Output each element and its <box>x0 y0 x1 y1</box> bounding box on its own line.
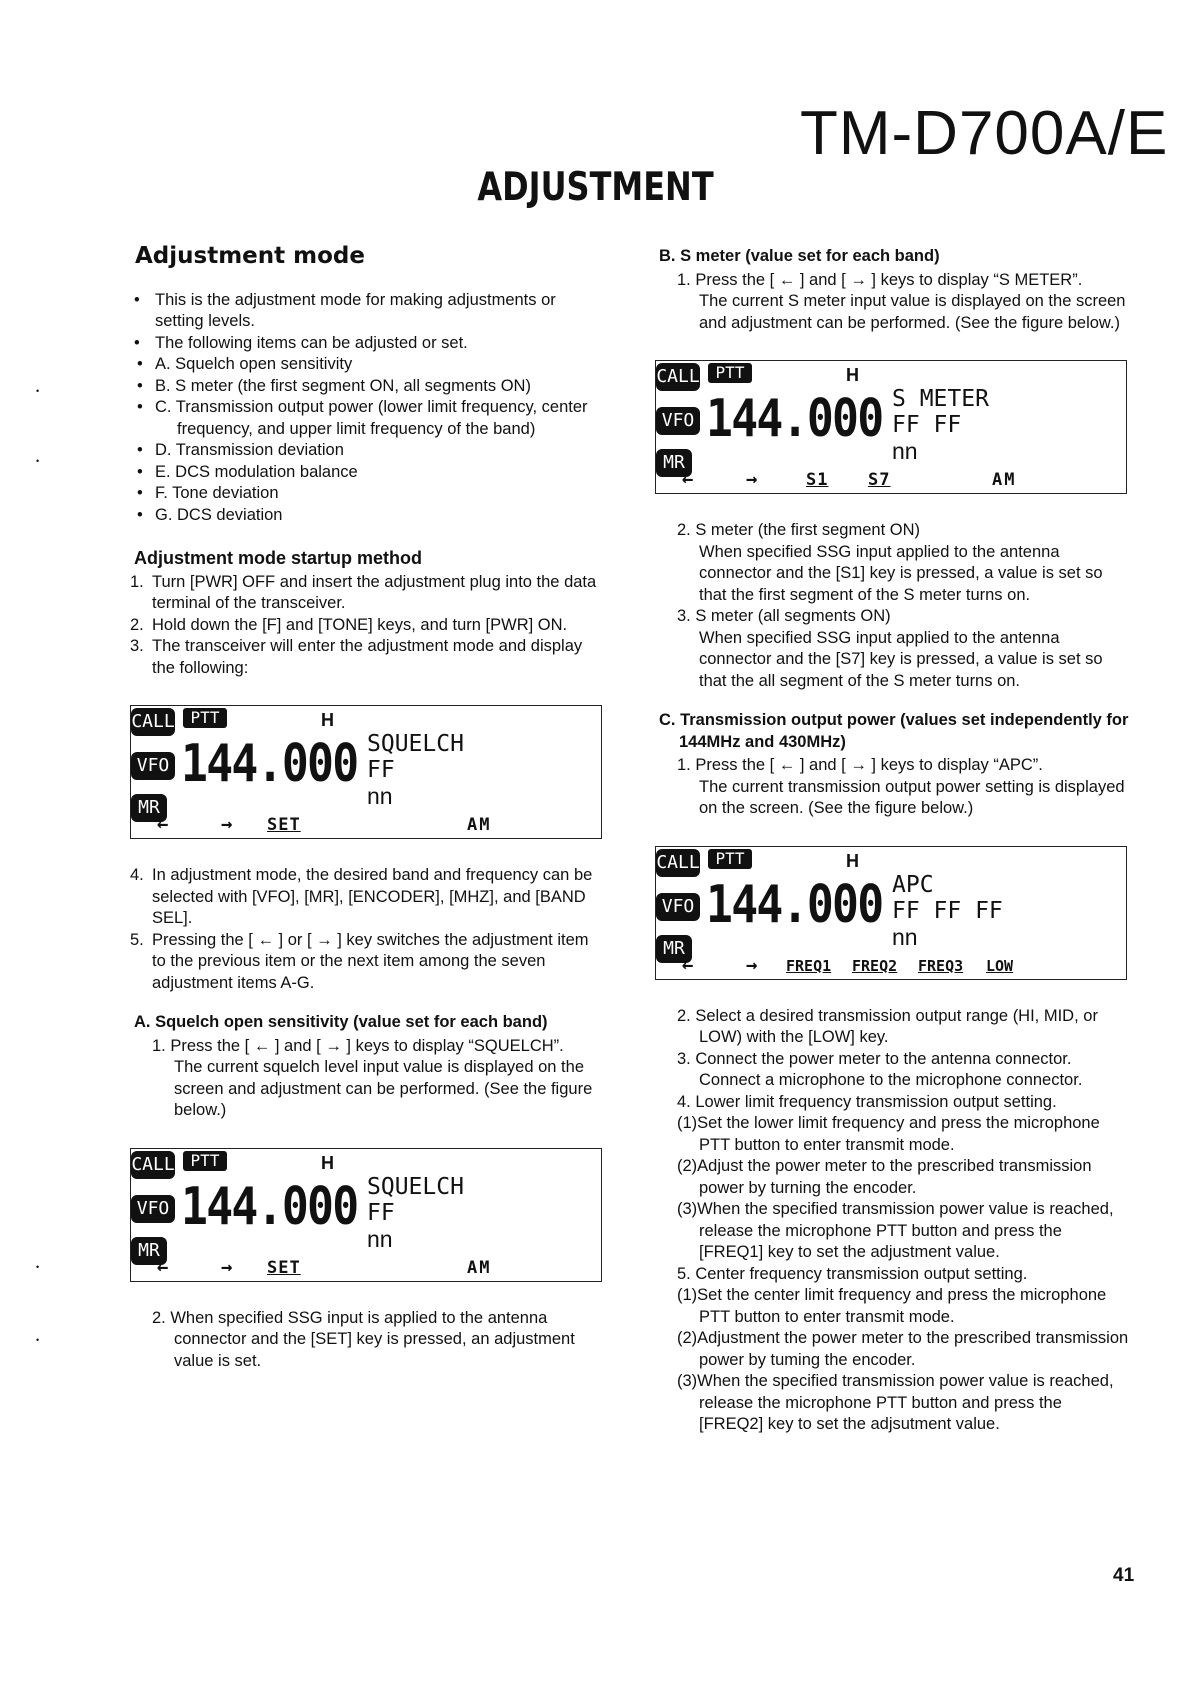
step-item <box>130 636 605 679</box>
softkey-freq3: FREQ3 <box>918 956 964 975</box>
step-item <box>130 865 605 930</box>
apc-step-4: 4. Lower limit frequency transmission output setting. <box>677 1092 1057 1111</box>
mr-indicator: MR <box>656 935 692 963</box>
lcd-item-nn: nn <box>892 923 918 950</box>
smeter-step-3: 3. S meter (all segments ON) <box>677 607 891 625</box>
softkey-s7: S7 <box>868 470 891 490</box>
smeter-step-2-body: When specified SSG input applied to the antenna connector and the [S1] key is pressed, a value is set so that the first segment of the S meter turns on. <box>699 542 1103 604</box>
lcd-item-title: S METER <box>892 386 989 412</box>
vfo-indicator: VFO <box>131 1195 175 1223</box>
softkey-freq2: FREQ2 <box>852 956 898 975</box>
step-item <box>130 572 605 615</box>
vfo-indicator: VFO <box>131 752 175 780</box>
apc-section-title: C. Transmission output power (values set independently for 144MHz and 430MHz) <box>659 711 1129 751</box>
adjust-items-list <box>155 354 605 526</box>
ptt-indicator: PTT <box>708 849 752 869</box>
call-indicator: CALL <box>656 849 700 877</box>
step-text: Turn [PWR] OFF and insert the adjustment plug into the data terminal of the transceiver. <box>152 572 597 612</box>
power-h-indicator: H <box>846 365 859 385</box>
apc-step-3: 3. Connect the power meter to the antenna connector. Connect a microphone to the microphone connector. <box>677 1049 1083 1089</box>
step-text: Hold down the [F] and [TONE] keys, and turn [PWR] ON. <box>152 615 568 634</box>
apc-step-5-sub: (2)Adjustment the power meter to the prescribed transmission power by tuming the encoder. <box>677 1329 1129 1369</box>
lcd-squelch-display <box>130 705 602 839</box>
squelch-step-1: 1. Press the [ ← ] and [ → ] keys to display “SQUELCH”. <box>152 1036 564 1055</box>
apc-step-2: 2. Select a desired transmission output range (HI, MID, or LOW) with the [LOW] key. <box>677 1006 1098 1046</box>
apc-step-4-sub: (3)When the specified transmission power value is reached, release the microphone PTT button and press the [FREQ1] key to set the adjustment value. <box>677 1200 1114 1261</box>
lcd-item-value: FF <box>367 757 395 783</box>
apc-step-1-body: The current transmission output power setting is displayed on the screen. (See the figure below.) <box>699 777 1125 817</box>
right-arrow-icon: → <box>221 1255 233 1278</box>
apc-step-1: 1. Press the [ ← ] and [ → ] keys to display “APC”. <box>677 756 1043 774</box>
step-text: The transceiver will enter the adjustment mode and display the following: <box>152 637 583 677</box>
right-arrow-icon: → <box>221 813 233 835</box>
am-indicator: AM <box>467 815 492 835</box>
squelch-section-title: A. Squelch open sensitivity (value set for each band) <box>134 1013 548 1031</box>
apc-step-5: 5. Center frequency transmission output setting. <box>677 1264 1028 1283</box>
vfo-indicator: VFO <box>656 407 700 435</box>
softkey-freq1: FREQ1 <box>786 956 832 975</box>
lcd-item-nn: nn <box>367 1225 393 1252</box>
left-arrow-icon: ← <box>682 468 694 490</box>
step-text: In adjustment mode, the desired band and frequency can be selected with [VFO], [MR], [ENCODER], [MHZ], and [BAND SEL]. <box>152 866 593 927</box>
call-indicator: CALL <box>131 1151 175 1179</box>
right-arrow-icon: → <box>746 468 758 490</box>
lcd-squelch-display-2 <box>130 1148 602 1282</box>
frequency-readout: 144.000 <box>181 734 358 794</box>
am-indicator: AM <box>992 470 1017 490</box>
squelch-step-1-body: The current squelch level input value is displayed on the screen and adjustment can be performed. (See the figure below.) <box>174 1058 593 1119</box>
lcd-item-nn: nn <box>892 438 918 464</box>
startup-steps <box>130 572 605 680</box>
lcd-item-value: FF <box>367 1199 395 1226</box>
section-title: Adjustment mode <box>135 243 365 269</box>
lcd-smeter-display <box>655 360 1127 494</box>
model-name: TM-D700A/E <box>800 99 1169 168</box>
step-number: 2. <box>130 615 144 634</box>
step-number: 1. <box>130 572 144 591</box>
lcd-item-nn: nn <box>367 783 393 809</box>
lcd-apc-display <box>655 846 1127 980</box>
power-h-indicator: H <box>321 1152 334 1173</box>
bullet-item: • This is the adjustment mode for making adjustments or setting levels. <box>130 290 605 333</box>
margin-mark: • <box>36 456 40 466</box>
list-item: • G. DCS deviation <box>155 505 605 527</box>
mr-indicator: MR <box>656 449 692 477</box>
squelch-step-2: 2. When specified SSG input is applied to the antenna connector and the [SET] key is pressed, an adjustment value is set. <box>152 1308 575 1370</box>
margin-mark: • <box>36 1262 40 1272</box>
am-indicator: AM <box>467 1257 492 1278</box>
list-item: • B. S meter (the first segment ON, all segments ON) <box>155 376 605 398</box>
apc-step-5-sub: (3)When the specified transmission power value is reached, release the microphone PTT button and press the [FREQ2] key to set the adjsutment value. <box>677 1372 1114 1433</box>
smeter-step-3-body: When specified SSG input applied to the antenna connector and the [S7] key is pressed, a value is set so that the all segment of the S meter turns on. <box>699 628 1103 690</box>
ptt-indicator: PTT <box>183 708 227 728</box>
step-number: 3. <box>130 637 144 655</box>
power-h-indicator: H <box>846 850 859 871</box>
intro-bullets <box>130 290 605 527</box>
power-h-indicator: H <box>321 710 334 730</box>
lcd-item-title: APC <box>892 871 934 898</box>
step-number: 5. <box>130 930 144 949</box>
smeter-step-1: 1. Press the [ ← ] and [ → ] keys to display “S METER”. <box>677 270 1083 289</box>
call-indicator: CALL <box>131 708 175 736</box>
lcd-item-value: FF FF FF <box>892 897 1003 924</box>
frequency-readout: 144.000 <box>706 874 883 935</box>
mr-indicator: MR <box>131 794 167 822</box>
left-arrow-icon: ← <box>157 813 169 835</box>
apc-step-4-sub: (1)Set the lower limit frequency and press the microphone PTT button to enter transmit mode. <box>677 1114 1100 1154</box>
apc-step-4-sub: (2)Adjust the power meter to the prescribed transmission power by turning the encoder. <box>677 1157 1092 1197</box>
right-column <box>655 246 1130 1436</box>
list-item: • D. Transmission deviation <box>155 440 605 462</box>
softkey-set: SET <box>267 815 301 835</box>
step-item <box>130 615 605 637</box>
right-arrow-icon: → <box>746 953 758 976</box>
ptt-indicator: PTT <box>708 363 752 383</box>
startup-title: Adjustment mode startup method <box>134 548 423 568</box>
vfo-indicator: VFO <box>656 893 700 921</box>
bullet-item <box>130 333 605 527</box>
softkey-set: SET <box>267 1257 301 1278</box>
startup-steps-cont <box>130 865 605 994</box>
lcd-item-title: SQUELCH <box>367 1173 464 1200</box>
margin-mark: • <box>36 1335 40 1345</box>
smeter-step-1-body: The current S meter input value is displayed on the screen and adjustment can be performed. (See the figure below.) <box>699 292 1126 332</box>
margin-mark: • <box>36 386 40 396</box>
step-number: 4. <box>130 866 144 884</box>
page-number: 41 <box>1113 1565 1135 1586</box>
frequency-readout: 144.000 <box>181 1176 358 1237</box>
lcd-item-title: SQUELCH <box>367 731 464 757</box>
left-arrow-icon: ← <box>682 953 694 976</box>
bullet-text: The following items can be adjusted or set. <box>155 333 468 352</box>
step-item <box>130 930 605 995</box>
left-column <box>130 243 605 1372</box>
left-arrow-icon: ← <box>157 1255 169 1278</box>
list-item: • E. DCS modulation balance <box>155 462 605 484</box>
ptt-indicator: PTT <box>183 1151 227 1171</box>
smeter-section-title: B. S meter (value set for each band) <box>659 247 940 265</box>
smeter-step-2: 2. S meter (the first segment ON) <box>677 521 920 539</box>
call-indicator: CALL <box>656 363 700 391</box>
softkey-low: LOW <box>986 956 1014 975</box>
frequency-readout: 144.000 <box>706 389 883 449</box>
apc-step-5-sub: (1)Set the center limit frequency and press the microphone PTT button to enter transmit mode. <box>677 1286 1107 1326</box>
list-item: • A. Squelch open sensitivity <box>155 354 605 376</box>
lcd-item-value: FF FF <box>892 412 962 438</box>
list-item: • F. Tone deviation <box>155 483 605 505</box>
list-item: • C. Transmission output power (lower limit frequency, center frequency, and upper limit frequency of the band) <box>155 397 605 440</box>
step-text: Pressing the [ ← ] or [ → ] key switches the adjustment item to the previous item or the next item among the seven adjustment items A-G. <box>152 930 589 992</box>
softkey-s1: S1 <box>806 470 829 490</box>
mr-indicator: MR <box>131 1237 167 1265</box>
page-title: ADJUSTMENT <box>477 165 714 210</box>
